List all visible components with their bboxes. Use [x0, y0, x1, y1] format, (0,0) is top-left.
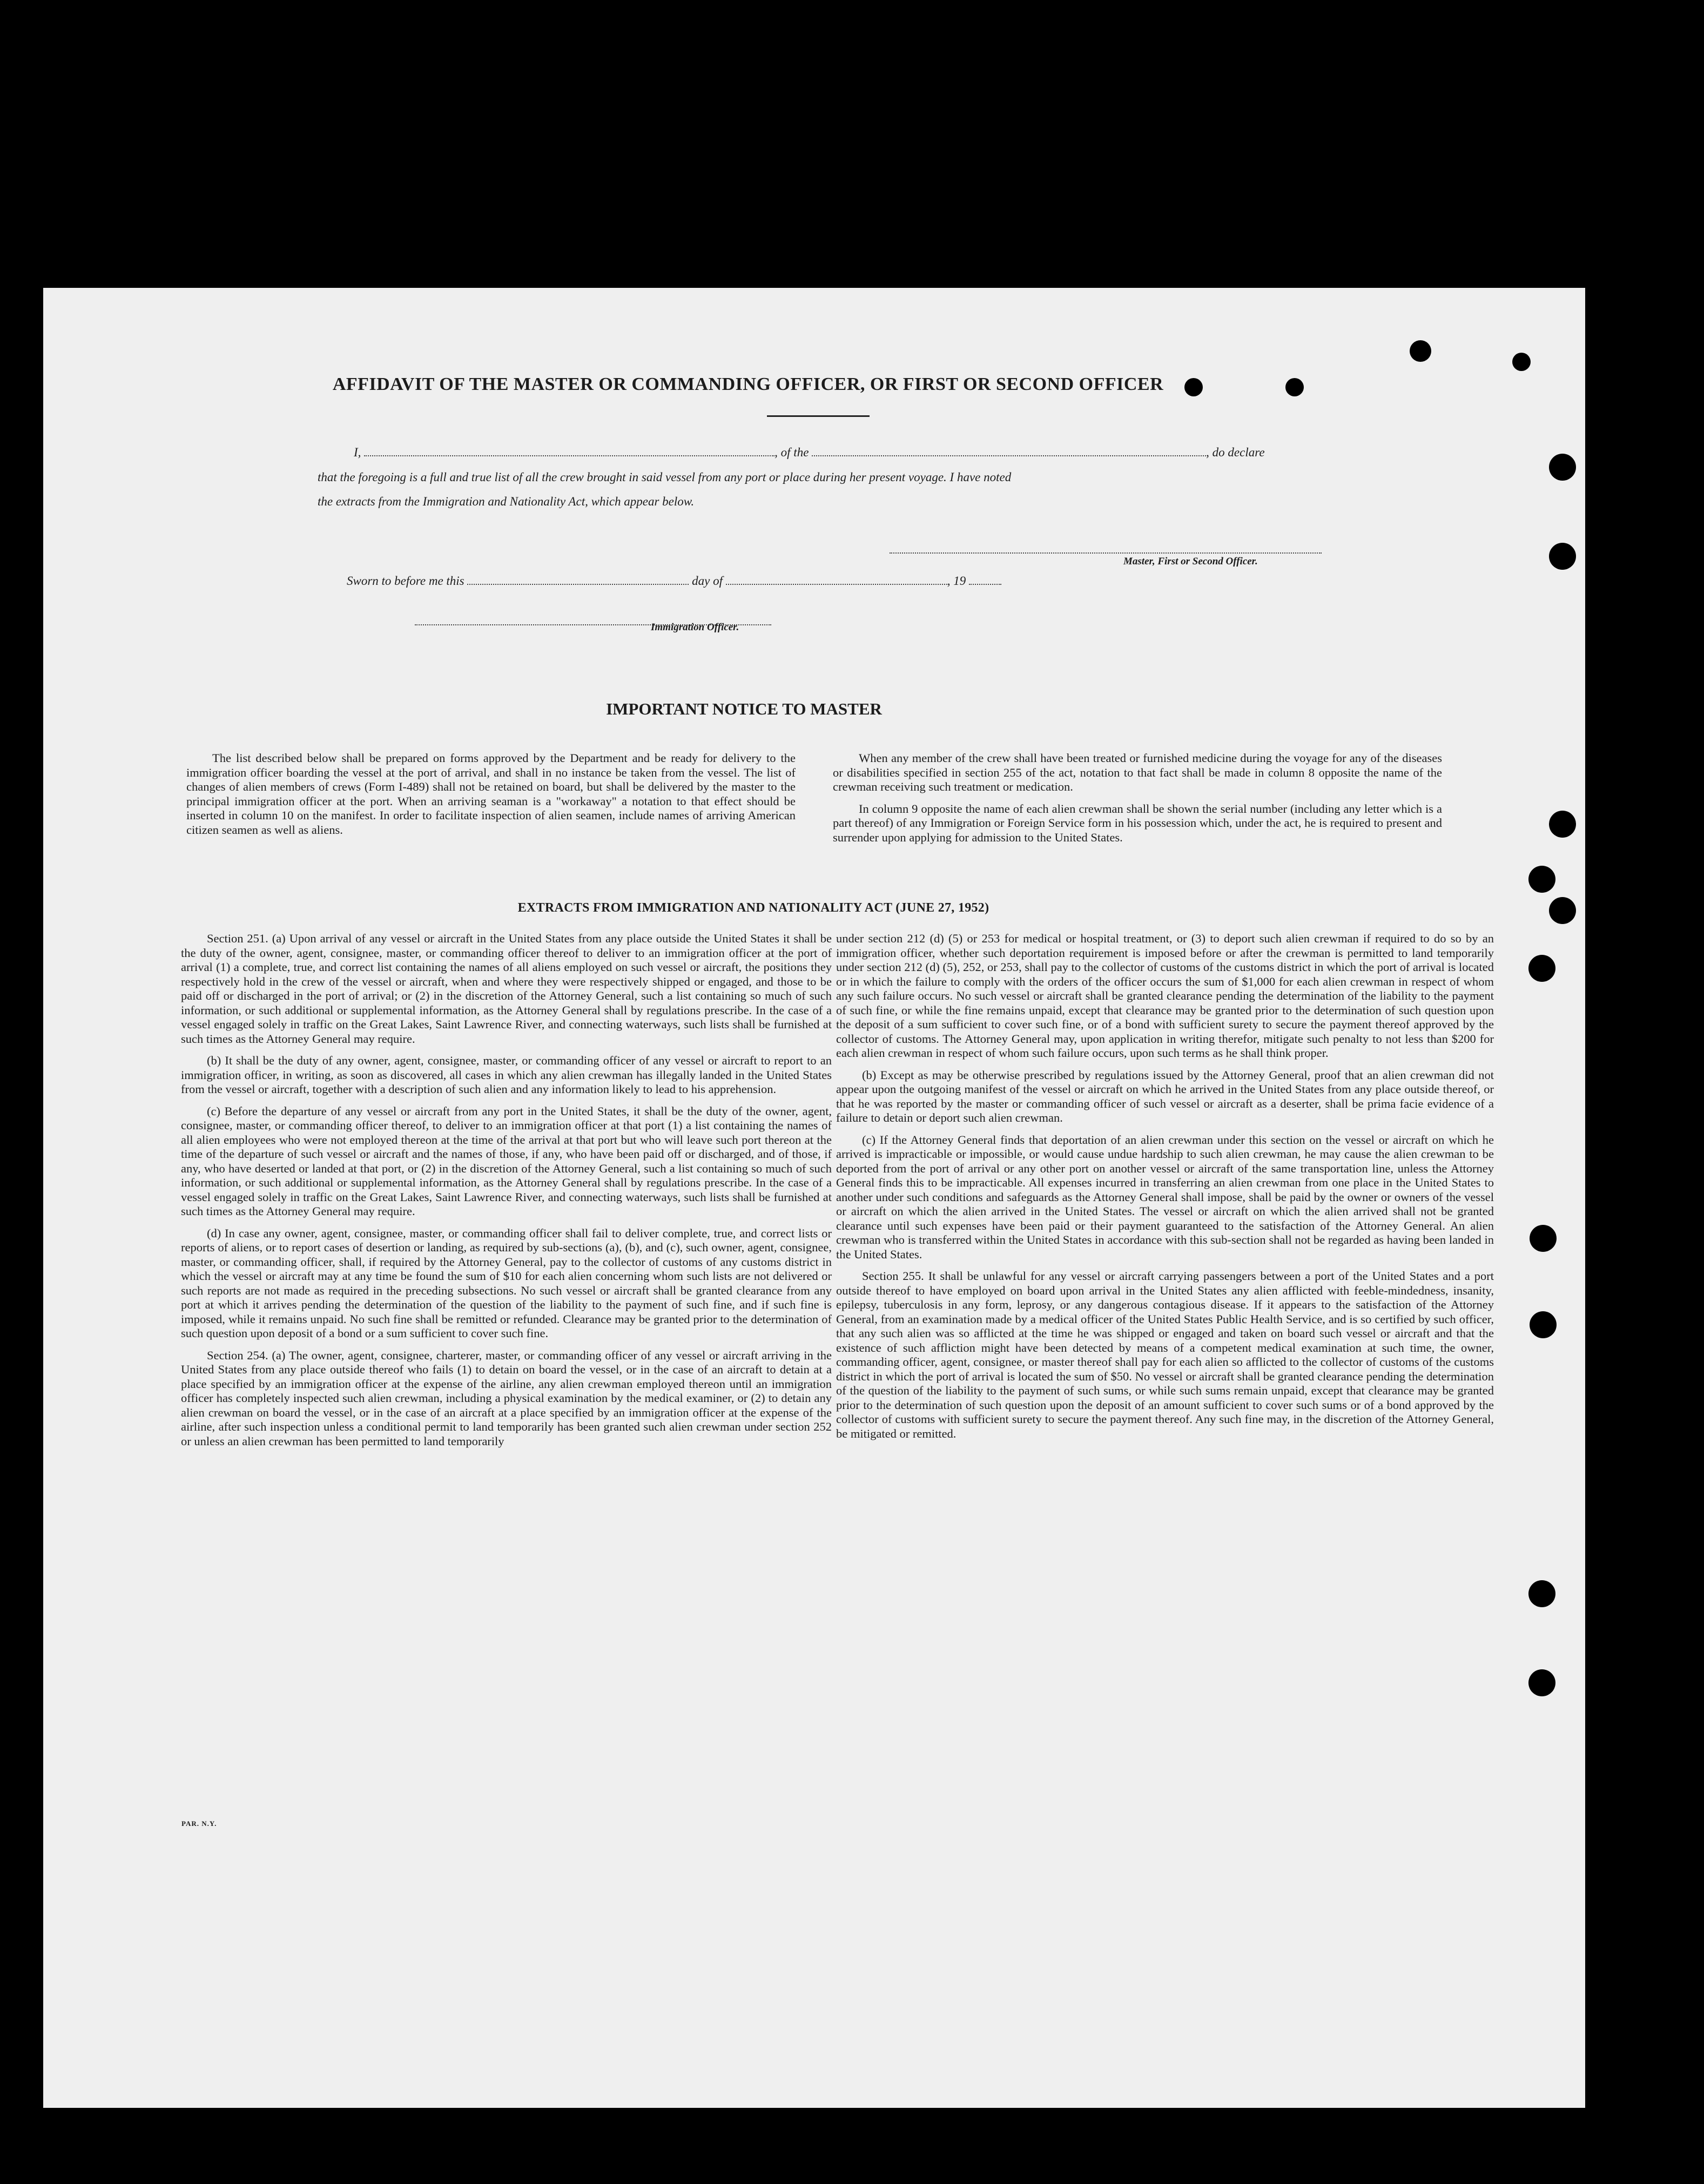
extract-paragraph: (c) If the Attorney General finds that deportation of an alien crewman under this section on the vessel or aircraft on which he arrived is impracticable or impossible, or would cause undue hardship to such alien crewman, he may cause the alien crewman to be deported from the port of arrival or any other port on another vessel or aircraft of the same transportation line, unless the Attorney General finds this to be impracticable. All expenses incurred in transferring an alien crewman from one place in the United States to another under such conditions and safeguards as the Attorney General shall impose, shall be paid by the owner or owners of the vessel or aircraft on which the alien arrived in the United States. The vessel or aircraft on which the alien arrived shall not be granted clearance until such expenses have been paid or their payment guaranteed to the satisfaction of the Attorney General. An alien crewman who is transferred within the United States in accordance with this sub-section shall not be regarded as having been landed in the United States.	[836, 1133, 1494, 1261]
extracts-right-column	[836, 932, 1494, 1441]
declaration-text-1: that the foregoing is a full and true list of all the crew brought in said vessel from any port or place during her present voyage. I have noted	[318, 470, 1012, 484]
extract-paragraph: (d) In case any owner, agent, consignee, master, or commanding officer shall fail to deliver complete, true, and correct lists or reports of aliens, or to report cases of desertion or landing, as required by sub-sections (a), (b), and (c), such owner, agent, consignee, master, or commanding officer, shall, if required by the Attorney General, pay to the collector of customs of any customs district in which the vessel or aircraft may at any time be found the sum of $10 for each alien concerning whom such lists are not delivered or such reports are not made as required in the preceding subsections. No such vessel or aircraft shall be granted clearance from any port at which it arrives pending the determination of the question of the liability to the payment of such fine, and if such fine is imposed, while it remains unpaid. No such fine shall be remitted or refunded. Clearance may be granted prior to the determination of such question upon deposit of a bond or a sum sufficient to cover such fine.	[181, 1226, 832, 1340]
master-caption: Master, First or Second Officer.	[1123, 556, 1258, 567]
punch-hole	[1530, 1225, 1557, 1252]
punch-hole	[1410, 340, 1431, 362]
do-declare-label: , do declare	[1206, 446, 1265, 459]
extract-paragraph: Section 255. It shall be unlawful for any vessel or aircraft carrying passengers between a port of the United States and a port outside thereof to have employed on board upon arrival in the United States any alien afflicted with feeble-mindedness, insanity, epilepsy, tuberculosis in any form, leprosy, or any dangerous contagious disease. If it appears to the satisfaction of the Attorney General, from an examination made by a medical officer of the United States Public Health Service, and is so certified by such officer, that any such alien was so afflicted at the time he was shipped or engaged and taken on board such vessel or aircraft and that the existence of such affliction might have been detected by means of a competent medical examination at such time, the owner, commanding officer, agent, consignee, or master thereof shall pay for each alien so afflicted to the collector of customs of the customs district in which the port of arrival is located the sum of $50. No vessel or aircraft shall be granted clearance pending the determination of the question of the liability to the payment of such sums, or while such sums remain unpaid, except that clearance may be granted prior to the determination of such question upon the deposit of an amount sufficient to cover such sums or of a bond approved by the collector of customs with sufficient surety to secure the payment thereof. Any such fine may, in the discretion of the Attorney General, be mitigated or remitted.	[836, 1269, 1494, 1440]
extract-paragraph: (b) Except as may be otherwise prescribed by regulations issued by the Attorney General, proof that an alien crewman did not appear upon the outgoing manifest of the vessel or aircraft on which he arrived in the United States from any place outside thereof, or that he was reported by the master or commanding officer of such vessel or aircraft as a deserter, shall be prima facie evidence of a failure to detain or deport such alien crewman.	[836, 1068, 1494, 1124]
year-prefix: , 19	[947, 574, 966, 588]
punch-hole	[1549, 543, 1576, 570]
sworn-day-blank[interactable]	[467, 574, 689, 585]
vessel-blank[interactable]	[812, 446, 1206, 456]
declaration-text-2: the extracts from the Immigration and Nationality Act, which appear below.	[318, 495, 695, 508]
master-signature-line[interactable]	[890, 543, 1322, 554]
extracts-left-column	[181, 932, 832, 1448]
punch-hole	[1528, 955, 1555, 982]
notice-paragraph: When any member of the crew shall have been treated or furnished medicine during the voyage for any of the diseases or disabilities specified in section 255 of the act, notation to that fact shall be made in column 8 opposite the name of the crewman receiving such treatment or medication.	[833, 751, 1442, 793]
name-blank[interactable]	[364, 446, 774, 456]
sworn-month-blank[interactable]	[726, 574, 947, 585]
notice-left-column	[186, 751, 796, 837]
extract-paragraph: Section 251. (a) Upon arrival of any vessel or aircraft in the United States from any place outside the United States it shall be the duty of the owner, agent, consignee, master, or commanding officer thereof to deliver to an immigration officer at the port of arrival (1) a complete, true, and correct list containing the names of all aliens employed on such vessel or aircraft, the positions they respectively hold in the crew of the vessel or aircraft, when and where they were respectively shipped or engaged, and those to be paid off or discharged in the port of arrival; or (2) in the discretion of the Attorney General, such a list containing so much of such information, or such additional or supplemental information, as the Attorney General shall by regulations prescribe. In the case of a vessel engaged solely in traffic on the Great Lakes, Saint Lawrence River, and connecting waterways, such lists shall be furnished at such times as the Attorney General may require.	[181, 932, 832, 1046]
of-the-label: , of the	[774, 446, 809, 459]
punch-hole	[1528, 866, 1555, 893]
notice-title: IMPORTANT NOTICE TO MASTER	[606, 699, 882, 718]
extract-paragraph: (c) Before the departure of any vessel or aircraft from any port in the United States, it shall be the duty of the owner, agent, consignee, master, or commanding officer thereof, to deliver to an immigration officer at that port (1) a list containing the names of all alien employees who were not employed thereon at the time of the arrival at that port but who will leave such port thereon at the time of the departure of such vessel or aircraft and the names of those, if any, who have been paid off or discharged, and of those, if any, who have deserted or landed at that port, or (2) in the discretion of the Attorney General, such a list containing so much of such information, or such additional or supplemental information, as the Attorney General shall by regulations prescribe. In the case of a vessel engaged solely in traffic on the Great Lakes, Saint Lawrence River, and connecting waterways, such lists shall be furnished at such times as the Attorney General may require.	[181, 1104, 832, 1218]
punch-hole	[1549, 897, 1576, 924]
punch-hole	[1528, 1669, 1555, 1696]
extracts-title: EXTRACTS FROM IMMIGRATION AND NATIONALITY ACT (JUNE 27, 1952)	[517, 901, 989, 915]
declaration-fill-line	[354, 446, 1265, 460]
i-label: I,	[354, 446, 361, 459]
sworn-label: Sworn to before me this	[347, 574, 464, 588]
punch-hole	[1549, 811, 1576, 838]
affidavit-title: AFFIDAVIT OF THE MASTER OR COMMANDING OFFICER, OR FIRST OR SECOND OFFICER	[332, 374, 1164, 394]
notice-paragraph: In column 9 opposite the name of each alien crewman shall be shown the serial number (including any letter which is a part thereof) of any Immigration or Foreign Service form in his possession which, under the act, he is required to present and surrender upon applying for admission to the United States.	[833, 801, 1442, 844]
document-page	[43, 288, 1585, 2108]
punch-hole	[1512, 353, 1531, 371]
sworn-line	[347, 574, 1001, 588]
punch-hole	[1528, 1580, 1555, 1607]
printer-imprint: PAR. N.Y.	[181, 1819, 217, 1828]
day-of-label: day of	[692, 574, 723, 588]
sworn-year-blank[interactable]	[969, 574, 1001, 585]
extract-paragraph: (b) It shall be the duty of any owner, agent, consignee, master, or commanding officer of any vessel or aircraft to report to an immigration officer, in writing, as soon as discovered, all cases in which any alien crewman has illegally landed in the United States from the vessel or aircraft, together with a description of such alien and any information likely to lead to his apprehension.	[181, 1054, 832, 1096]
punch-hole	[1549, 454, 1576, 481]
extract-paragraph: Section 254. (a) The owner, agent, consignee, charterer, master, or commanding officer of any vessel or aircraft arriving in the United States from any place outside thereof who fails (1) to detain on board the vessel, or in the case of an aircraft to detain at a place specified by an immigration officer at the expense of the airline, any alien crewman employed thereon until an immigration officer has completely inspected such alien crewman, including a physical examination by the medical examiner, or (2) to detain any alien crewman on board the vessel, or in the case of an aircraft at a place specified by an immigration officer at the expense of the airline, after such inspection unless a conditional permit to land temporarily has been granted such alien crewman under section 252 or unless an alien crewman has been permitted to land temporarily	[181, 1348, 832, 1448]
immigration-caption: Immigration Officer.	[651, 622, 739, 633]
notice-paragraph: The list described below shall be prepared on forms approved by the Department and be ready for delivery to the immigration officer boarding the vessel at the port of arrival, and shall in no instance be taken from the vessel. The list of changes of alien members of crews (Form I-489) shall not be retained on board, but shall be delivered by the master to the principal immigration officer at the port. When an arriving seaman is a "workaway" a notation to that effect should be inserted in column 10 on the manifest. In order to facilitate inspection of alien seamen, include names of arriving American citizen seamen as well as aliens.	[186, 751, 796, 837]
extract-paragraph: under section 212 (d) (5) or 253 for medical or hospital treatment, or (3) to deport such alien crewman if required to do so by an immigration officer, whether such deportation requirement is imposed before or after the crewman is permitted to land temporarily under section 212 (d) (5), 252, or 253, shall pay to the collector of customs of the customs district in which the port of arrival is located or in which the failure to comply with the orders of the officer occurs the sum of $1,000 for each alien crewman in respect of whom any such failure occurs. No such vessel or aircraft shall be granted clearance pending the determination of the liability to the payment of such fine, or while the fine remains unpaid, except that clearance may be granted prior to the determination of such question upon the deposit of a sum sufficient to cover such fine, or of a bond with sufficient surety to secure the payment thereof approved by the collector of customs. The Attorney General may, upon application in writing therefor, mitigate such penalty to not less than $200 for each alien crewman in respect of whom such failure occurs, upon such terms as he shall think proper.	[836, 932, 1494, 1060]
title-underline	[767, 415, 870, 417]
notice-right-column	[833, 751, 1442, 845]
punch-hole	[1530, 1311, 1557, 1338]
